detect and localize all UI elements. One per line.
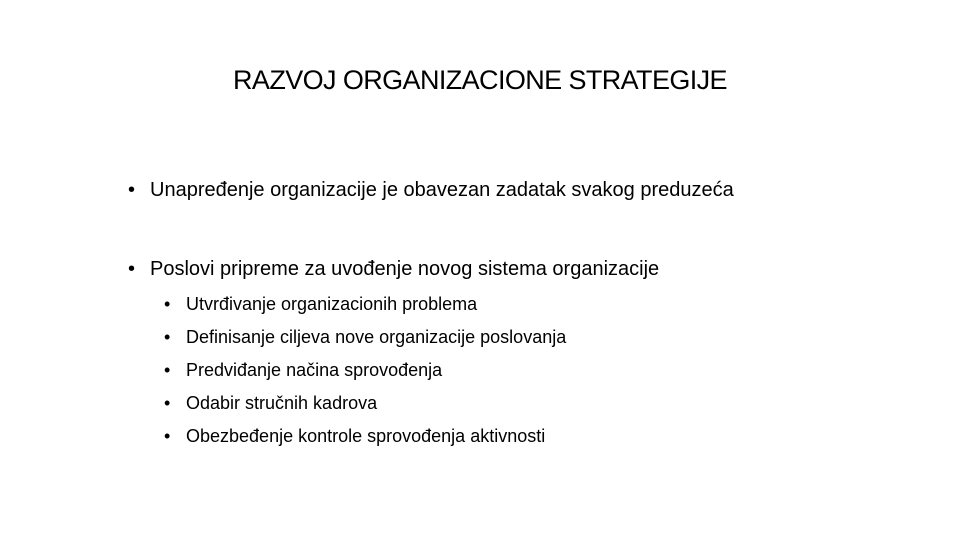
slide-title: RAZVOJ ORGANIZACIONE STRATEGIJE (233, 65, 727, 95)
bullet-dot: • (128, 258, 136, 280)
bullet-text: Poslovi pripreme za uvođenje novog sistema organizacije (150, 258, 660, 280)
sub-bullet-item (164, 420, 566, 453)
bullet-dot: • (128, 179, 136, 201)
sub-bullet-item (164, 354, 566, 387)
sub-bullet-text: Odabir stručnih kadrova (186, 393, 378, 413)
bullet-dot: • (164, 426, 171, 446)
sub-bullet-item (164, 288, 566, 321)
sub-bullet-list (164, 288, 566, 453)
sub-bullet-text: Definisanje ciljeva nove organizacije poslovanja (186, 327, 567, 347)
bullet-item-1 (128, 176, 734, 204)
sub-bullet-item (164, 387, 566, 420)
bullet-dot: • (164, 327, 171, 347)
bullet-item-2 (128, 255, 659, 283)
sub-bullet-item (164, 321, 566, 354)
sub-bullet-text: Obezbeđenje kontrole sprovođenja aktivnosti (186, 426, 546, 446)
bullet-dot: • (164, 360, 171, 380)
sub-bullet-text: Predviđanje načina sprovođenja (186, 360, 443, 380)
sub-bullet-text: Utvrđivanje organizacionih problema (186, 294, 478, 314)
bullet-dot: • (164, 294, 171, 314)
bullet-dot: • (164, 393, 171, 413)
bullet-text: Unapređenje organizacije je obavezan zadatak svakog preduzeća (150, 179, 734, 201)
